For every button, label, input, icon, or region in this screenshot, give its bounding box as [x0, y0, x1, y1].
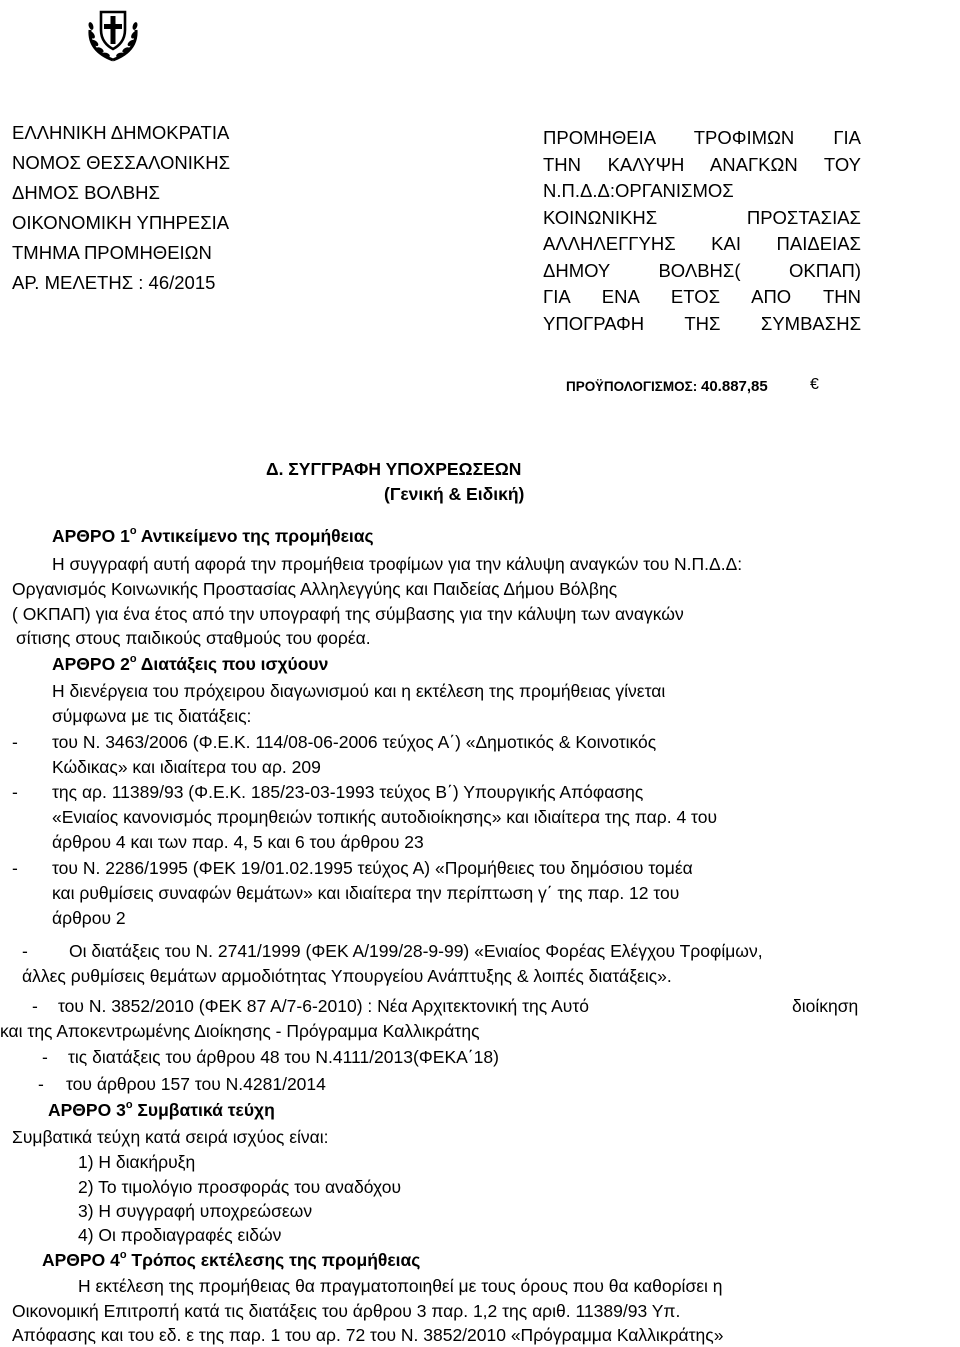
article-4-line: Η εκτέλεση της προμήθειας θα πραγματοποιηθεί με τους όρους που θα καθορίσει η: [78, 1276, 723, 1296]
contract-document-item: 3) Η συγγραφή υποχρεώσεων: [78, 1201, 313, 1221]
header-right-line: ΓΙΑ ΕΝΑ ΕΤΟΣ ΑΠΟ ΤΗΝ: [543, 286, 861, 307]
article-4-heading: [42, 1250, 420, 1271]
article-4-number: ΑΡΘΡΟ 4: [42, 1250, 120, 1270]
article-2-sup: ο: [129, 653, 137, 665]
article-3-heading: [48, 1100, 275, 1121]
article-4-title: Τρόπος εκτέλεσης της προμήθειας: [126, 1250, 421, 1270]
provision-line: Κώδικας» και ιδιαίτερα του αρ. 209: [52, 757, 321, 777]
header-right-line: ΤΗΝ ΚΑΛΥΨΗ ΑΝΑΓΚΩΝ ΤΟΥ: [543, 153, 861, 175]
header-right-line: ΑΛΛΗΛΕΓΓΥΗΣ ΚΑΙ ΠΑΙΔΕΙΑΣ: [543, 233, 861, 254]
article-1-heading: [52, 526, 374, 547]
provision-line: άλλες ρυθμίσεις θεμάτων αρμοδιότητας Υπουργείου Ανάπτυξης & λοιπές διατάξεις».: [22, 966, 672, 986]
header-right-line: ΚΟΙΝΩΝΙΚΗΣ ΠΡΟΣΤΑΣΙΑΣ: [543, 206, 861, 228]
list-dash: -: [12, 732, 18, 752]
article-3-intro: Συμβατικά τεύχη κατά σειρά ισχύος είναι:: [12, 1127, 329, 1147]
header-right: [543, 125, 861, 337]
header-left-line: ΔΗΜΟΣ ΒΟΛΒΗΣ: [12, 182, 160, 203]
article-1-line: σίτισης στους παιδικούς σταθμούς του φορέα.: [16, 628, 371, 648]
header-left-line: ΑΡ. ΜΕΛΕΤΗΣ : 46/2015: [12, 272, 216, 293]
document-title: Δ. ΣΥΓΓΡΑΦΗ ΥΠΟΧΡΕΩΣΕΩΝ: [266, 459, 522, 479]
article-1-sup: ο: [129, 525, 137, 537]
header-right-line: ΥΠΟΓΡΑΦΗ ΤΗΣ ΣΥΜΒΑΣΗΣ: [543, 312, 861, 334]
article-3-number: ΑΡΘΡΟ 3: [48, 1100, 126, 1120]
provision-line: άρθρου 2: [52, 908, 126, 928]
article-1-number: ΑΡΘΡΟ 1: [52, 526, 130, 546]
article-1-title: Αντικείμενο της προμήθειας: [136, 526, 374, 546]
provision-line: άρθρου 4 και των παρ. 4, 5 και 6 του άρθρου 23: [52, 832, 424, 852]
provision-line: «Ενιαίος κανονισμός προμηθειών τοπικής αυτοδιοίκησης» και ιδιαίτερα της παρ. 4 του: [52, 807, 718, 827]
list-dash: -: [22, 941, 28, 961]
article-2-intro: Η διενέργεια του πρόχειρου διαγωνισμού και η εκτέλεση της προμήθειας γίνεται: [52, 681, 666, 701]
provision-line: του Ν. 3852/2010 (ΦΕΚ 87 Α/7-6-2010) : Νέα Αρχιτεκτονική της Αυτό: [58, 996, 589, 1016]
article-1-line: Οργανισμός Κοινωνικής Προστασίας Αλληλεγγύης και Παιδείας Δήμου Βόλβης: [12, 579, 618, 599]
header-right-line: Ν.Π.Δ.Δ:ΟΡΓΑΝΙΣΜΟΣ: [543, 180, 734, 201]
contract-document-item: 4) Οι προδιαγραφές ειδών: [78, 1225, 282, 1245]
article-2-title: Διατάξεις που ισχύουν: [136, 654, 329, 674]
article-4-sup: ο: [119, 1249, 127, 1261]
list-dash: -: [38, 1074, 44, 1094]
article-4-line: Απόφασης και του εδ. ε της παρ. 1 του αρ. 72 του Ν. 3852/2010 «Πρόγραμμα Καλλικράτης»: [12, 1325, 724, 1345]
header-left: [12, 118, 230, 298]
provision-line: του άρθρου 157 του Ν.4281/2014: [66, 1074, 326, 1094]
header-left-line: ΟΙΚΟΝΟΜΙΚΗ ΥΠΗΡΕΣΙΑ: [12, 212, 230, 233]
header-left-line: ΤΜΗΜΑ ΠΡΟΜΗΘΕΙΩΝ: [12, 242, 212, 263]
provision-line: τις διατάξεις του άρθρου 48 του Ν.4111/2013(ΦΕΚΑ΄18): [68, 1047, 499, 1067]
article-2-heading: [52, 654, 328, 675]
header-right-line: ΔΗΜΟΥ ΒΟΛΒΗΣ( ΟΚΠΑΠ): [543, 259, 861, 281]
budget-line: [566, 378, 768, 395]
header-left-line: ΝΟΜΟΣ ΘΕΣΣΑΛΟΝΙΚΗΣ: [12, 152, 231, 173]
header-left-line: ΕΛΛΗΝΙΚΗ ΔΗΜΟΚΡΑΤΙΑ: [12, 122, 230, 143]
greek-emblem-icon: [85, 2, 141, 62]
article-1-line: Η συγγραφή αυτή αφορά την προμήθεια τροφίμων για την κάλυψη αναγκών του Ν.Π.Δ.Δ:: [52, 554, 743, 574]
provision-line: του Ν. 2286/1995 (ΦΕΚ 19/01.02.1995 τεύχος Α) «Προμήθειες του δημόσιου τομέα: [52, 858, 693, 878]
article-4-line: Οικονομική Επιτροπή κατά τις διατάξεις του άρθρου 3 παρ. 1,2 της αριθ. 11389/93 Υπ.: [12, 1301, 681, 1321]
list-dash: -: [42, 1047, 48, 1067]
provision-line: Οι διατάξεις του Ν. 2741/1999 (ΦΕΚ Α/199/28-9-99) «Ενιαίος Φορέας Ελέγχου Τροφίμων,: [69, 941, 763, 961]
provision-line: διοίκηση: [792, 996, 859, 1016]
provision-line: της αρ. 11389/93 (Φ.Ε.Κ. 185/23-03-1993 τεύχος Β΄) Υπουργικής Απόφασης: [52, 782, 644, 802]
budget-label: ΠΡΟΫΠΟΛΟΓΙΣΜΟΣ:: [566, 379, 698, 394]
contract-document-item: 2) Το τιμολόγιο προσφοράς του αναδόχου: [78, 1177, 402, 1197]
provision-line: και της Αποκεντρωμένης Διοίκησης - Πρόγραμμα Καλλικράτης: [0, 1021, 480, 1041]
budget-currency: €: [810, 376, 819, 393]
document-subtitle: (Γενική & Ειδική): [384, 484, 525, 504]
header-right-line: ΠΡΟΜΗΘΕΙΑ ΤΡΟΦΙΜΩΝ ΓΙΑ: [543, 127, 861, 148]
article-2-intro: σύμφωνα με τις διατάξεις:: [52, 706, 252, 726]
article-1-line: ( ΟΚΠΑΠ) για ένα έτος από την υπογραφή της σύμβασης για την κάλυψη των αναγκών: [12, 604, 684, 624]
article-2-number: ΑΡΘΡΟ 2: [52, 654, 130, 674]
article-3-sup: ο: [125, 1099, 133, 1111]
list-dash: -: [12, 858, 18, 878]
contract-document-item: 1) Η διακήρυξη: [78, 1152, 196, 1172]
provision-line: του Ν. 3463/2006 (Φ.Ε.Κ. 114/08-06-2006 τεύχος Α΄) «Δημοτικός & Κοινοτικός: [52, 732, 657, 752]
article-3-title: Συμβατικά τεύχη: [132, 1100, 275, 1120]
budget-amount: 40.887,85: [701, 378, 768, 395]
list-dash: -: [32, 996, 38, 1016]
list-dash: -: [12, 782, 18, 802]
provision-line: και ρυθμίσεις συναφών θεμάτων» και ιδιαίτερα την περίπτωση γ΄ της παρ. 12 του: [52, 883, 680, 903]
